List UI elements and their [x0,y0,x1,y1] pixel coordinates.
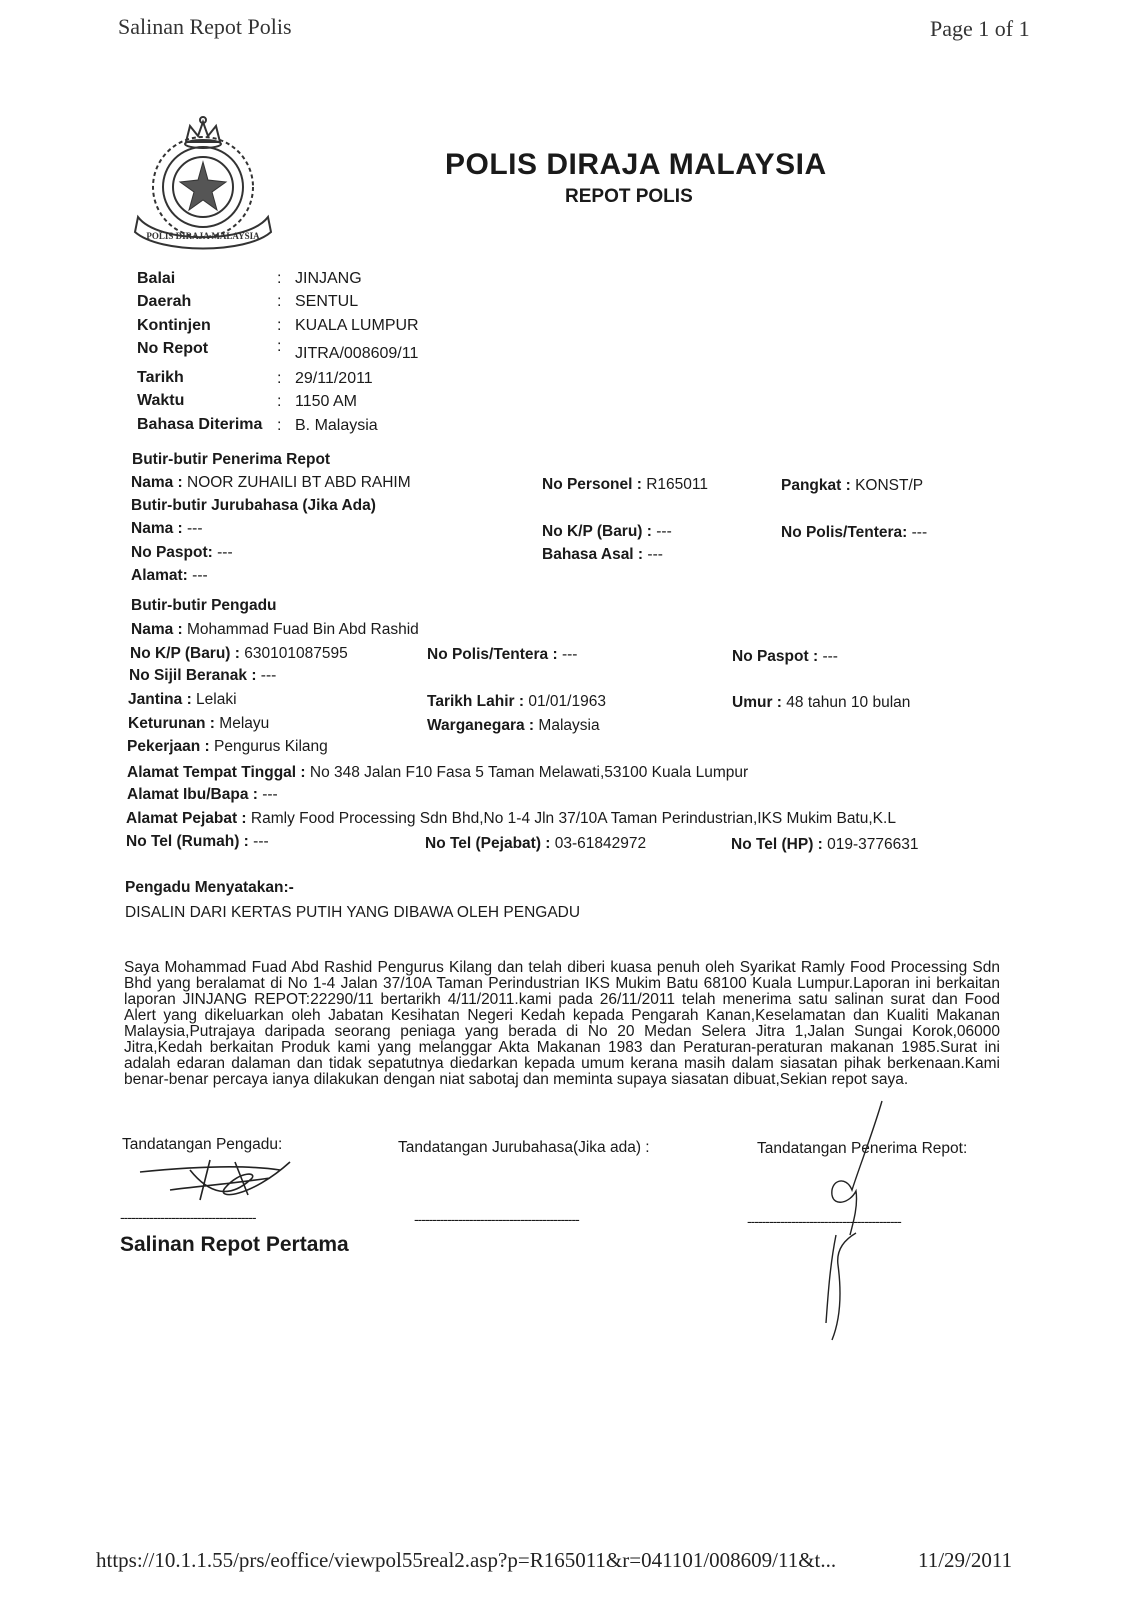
complainant-dob: Tarikh Lahir : 01/01/1963 [427,693,606,710]
complainant-parent-address: Alamat Ibu/Bapa : --- [127,786,278,803]
receiver-personnel-no: No Personel : R165011 [542,476,708,493]
meta-colon: : [277,270,282,287]
signature-interpreter-label: Tandatangan Jurubahasa(Jika ada) : [398,1139,650,1156]
crest-ribbon-text: POLIS DIRAJA MALAYSIA [146,231,260,241]
complainant-tel-hp: No Tel (HP) : 019-3776631 [731,836,919,853]
meta-value: SENTUL [295,293,359,310]
meta-label: Waktu [137,392,185,409]
complainant-tel-home: No Tel (Rumah) : --- [126,833,269,850]
signature-complainant-label: Tandatangan Pengadu: [122,1136,283,1153]
page-title: POLIS DIRAJA MALAYSIA [445,148,827,181]
meta-value: 29/11/2011 [295,370,373,387]
signature-line-receiver: ------------------------------------------ [747,1213,901,1229]
meta-label: Tarikh [137,369,184,386]
statement-title: Pengadu Menyatakan:- [125,879,294,896]
interpreter-passport: No Paspot: --- [131,544,233,561]
meta-colon: : [277,393,282,410]
meta-label: No Repot [137,340,209,357]
complainant-name: Nama : Mohammad Fuad Bin Abd Rashid [131,621,419,638]
complainant-birth-cert: No Sijil Beranak : --- [129,667,277,684]
interpreter-section-title: Butir-butir Jurubahasa (Jika Ada) [131,497,376,514]
interpreter-police-no: No Polis/Tentera: --- [781,524,928,541]
interpreter-name: Nama : --- [131,520,203,537]
complainant-age: Umur : 48 tahun 10 bulan [732,694,911,711]
meta-colon: : [277,417,282,434]
complainant-passport: No Paspot : --- [732,648,838,665]
meta-label: Daerah [137,293,192,310]
complainant-citizenship: Warganegara : Malaysia [427,717,600,734]
complainant-home-address: Alamat Tempat Tinggal : No 348 Jalan F10 Fasa 5 Taman Melawati,53100 Kuala Lumpur [127,764,749,781]
page-subtitle: REPOT POLIS [565,186,693,207]
police-crest-logo [128,112,278,252]
receiver-section-title: Butir-butir Penerima Repot [132,451,331,468]
meta-label: Kontinjen [137,317,211,334]
meta-value: JITRA/008609/11 [295,345,419,362]
statement-note: DISALIN DARI KERTAS PUTIH YANG DIBAWA OLEH PENGADU [125,904,581,921]
meta-label: Balai [137,270,176,287]
meta-value: JINJANG [295,270,362,287]
complainant-signature-icon [130,1150,310,1210]
interpreter-address: Alamat: --- [131,567,208,584]
meta-value: KUALA LUMPUR [295,317,419,334]
complainant-police-no: No Polis/Tentera : --- [427,646,578,663]
meta-colon: : [277,317,282,334]
signature-line-complainant: ------------------------------------- [120,1209,256,1225]
meta-colon: : [277,293,282,310]
statement-body: Saya Mohammad Fuad Abd Rashid Pengurus Kilang dan telah diberi kuasa penuh oleh Syarikat Ramly Food Processing Sdn Bhd yang beralamat di No 1-4 Jalan 37/10A Taman Perindustrian IKS Mukim Batu 68100 Kuala Lumpur.Laporan ini berkaitan laporan JINJANG REPOT:22290/11 bertarikh 4/11/2011.kami pada 26/11/2011 telah menerima satu salinan surat dan Food Alert yang dikeluarkan oleh Jabatan Kesihatan Negeri Kedah kepada Pengarah Kanan,Keselamatan dan Kualiti Makanan Malaysia,Putrajaya daripada seorang peniaga yang berada di No 20 Medan Selera Jitra 1,Jalan Sungai Korok,06000 Jitra,Kedah berkaitan Produk kami yang melanggar Akta Makanan 1983 dan Peraturan-peraturan makanan 1985.Surat ini adalah edaran dalaman dan tidak sepatutnya diedarkan kepada umum kerana masih dalam siasatan pihak berkenaan.Kami benar-benar percaya ianya dilakukan dengan niat sabotaj dan meminta supaya siasatan dibuat,Sekian repot saya. [124,959,1000,1088]
complainant-occupation: Pekerjaan : Pengurus Kilang [127,738,328,755]
print-header-page: Page 1 of 1 [930,16,1030,41]
signature-receiver-label: Tandatangan Penerima Repot: [757,1140,968,1157]
print-footer-url: https://10.1.1.55/prs/eoffice/viewpol55real2.asp?p=R165011&r=041101/008609/11&t... [96,1548,837,1572]
meta-value: B. Malaysia [295,417,378,434]
meta-value: 1150 AM [295,393,357,410]
copy-label: Salinan Repot Pertama [120,1233,349,1256]
meta-colon: : [277,370,282,387]
interpreter-ic: No K/P (Baru) : --- [542,523,672,540]
complainant-section-title: Butir-butir Pengadu [131,597,277,614]
receiver-rank: Pangkat : KONST/P [781,477,924,494]
receiver-name: Nama : NOOR ZUHAILI BT ABD RAHIM [131,474,411,491]
signature-line-interpreter: --------------------------------------------- [414,1211,579,1227]
print-footer-date: 11/29/2011 [918,1548,1013,1572]
meta-colon: : [277,338,282,355]
meta-label: Bahasa Diterima [137,416,263,433]
interpreter-origin-language: Bahasa Asal : --- [542,546,663,563]
complainant-ic: No K/P (Baru) : 630101087595 [130,645,348,662]
complainant-race: Keturunan : Melayu [128,715,270,732]
complainant-office-address: Alamat Pejabat : Ramly Food Processing Sdn Bhd,No 1-4 Jln 37/10A Taman Perindustrian,IKS Mukim Batu,K.L [126,810,896,827]
print-header-title: Salinan Repot Polis [118,14,292,39]
complainant-tel-office: No Tel (Pejabat) : 03-61842972 [425,835,647,852]
complainant-gender: Jantina : Lelaki [128,691,237,708]
